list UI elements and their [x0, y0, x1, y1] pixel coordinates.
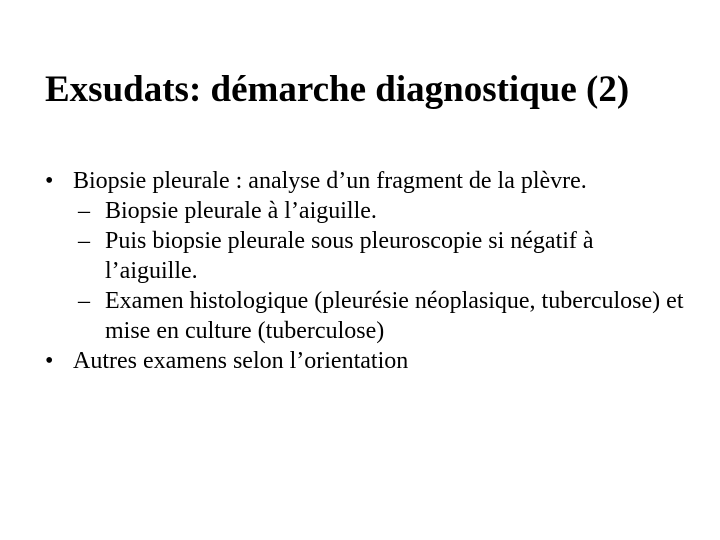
slide-body: [45, 166, 685, 376]
dash-marker: –: [78, 198, 90, 224]
bullet-marker: •: [45, 348, 54, 374]
sub-bullet-text: Puis biopsie pleurale sous pleuroscopie si négatif à l’aiguille.: [105, 228, 594, 284]
dash-marker: –: [78, 228, 90, 254]
bullet-item: [45, 346, 685, 376]
slide-title: Exsudats: démarche diagnostique (2): [45, 69, 630, 110]
sub-bullet-item: [45, 286, 685, 346]
bullet-marker: •: [45, 168, 54, 194]
dash-marker: –: [78, 288, 90, 314]
sub-bullet-text: Examen histologique (pleurésie néoplasique, tuberculose) et mise en culture (tuberculose): [105, 288, 684, 344]
sub-bullet-text: Biopsie pleurale à l’aiguille.: [105, 198, 377, 224]
sub-bullet-item: [45, 226, 685, 286]
bullet-text: Biopsie pleurale : analyse d’un fragment de la plèvre.: [73, 168, 587, 194]
bullet-item: [45, 166, 685, 196]
bullet-text: Autres examens selon l’orientation: [73, 348, 409, 374]
sub-bullet-item: [45, 196, 685, 226]
